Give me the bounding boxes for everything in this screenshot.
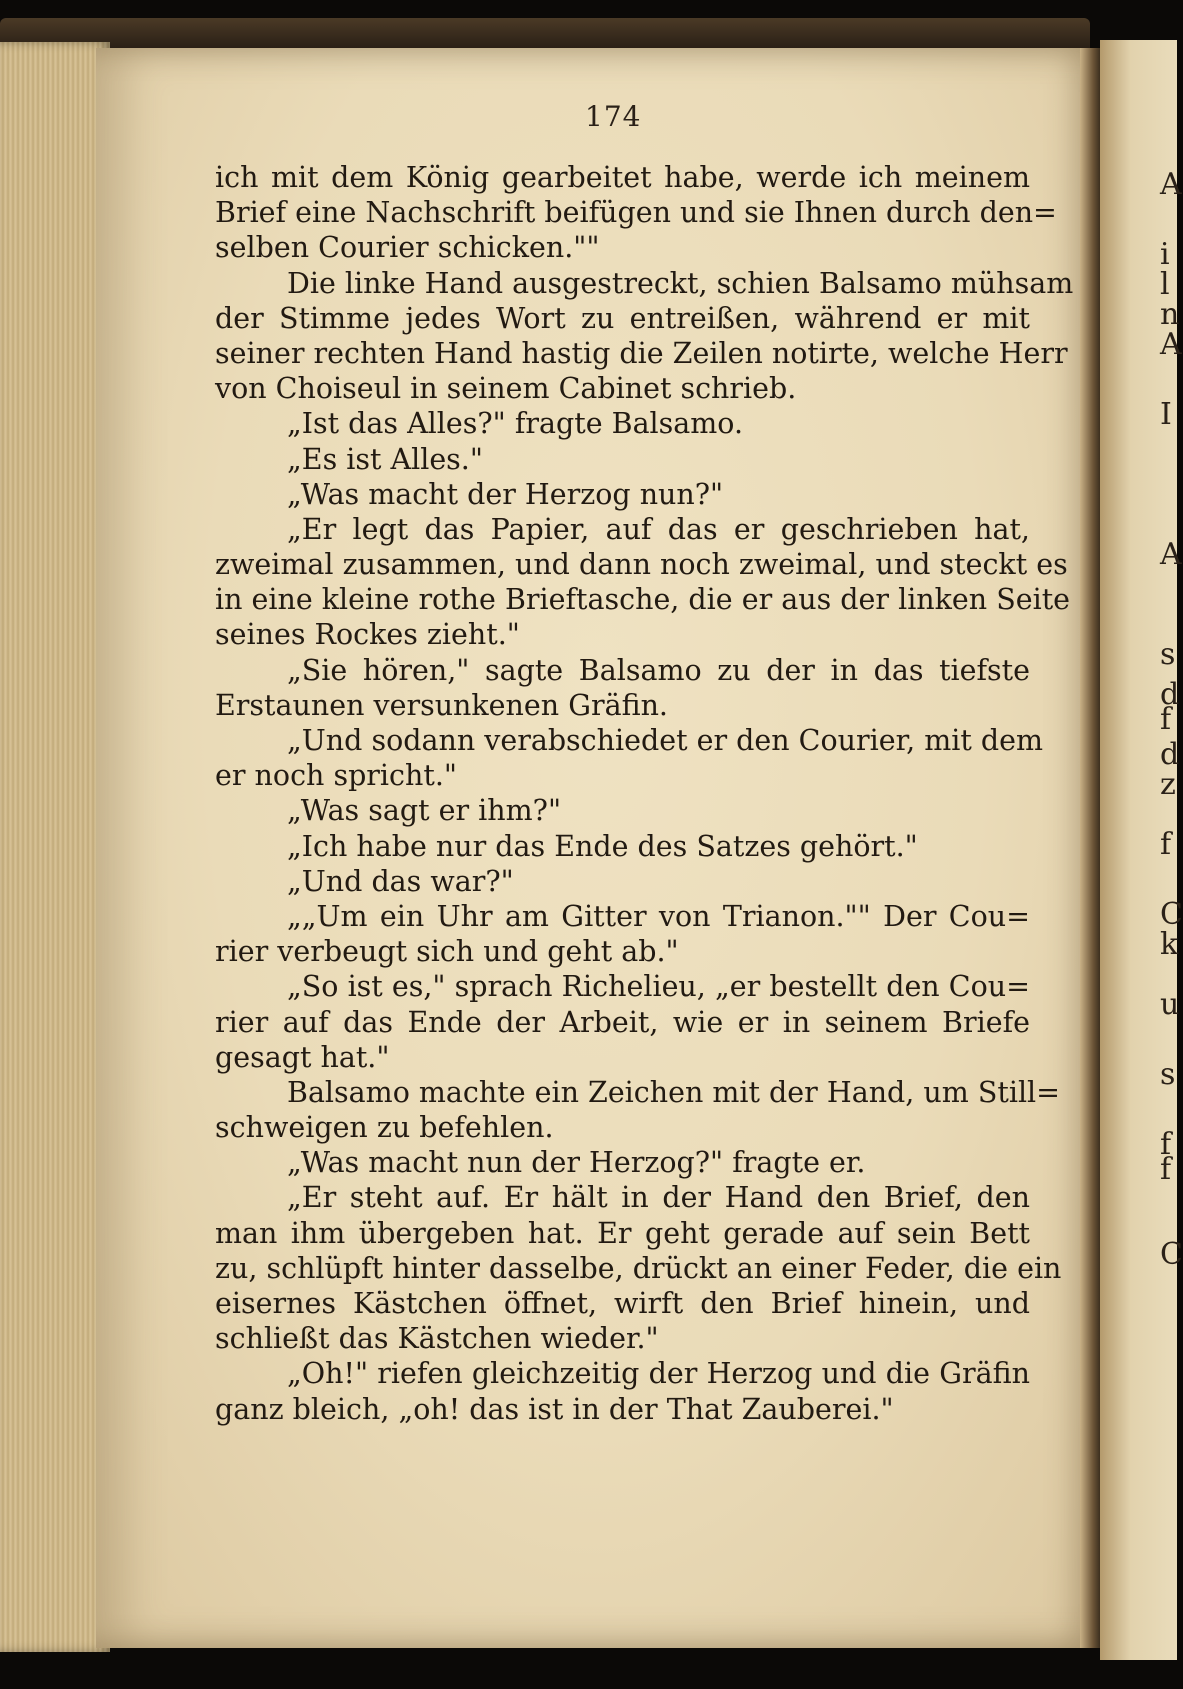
text-line: „Was macht nun der Herzog?" fragte er. xyxy=(287,1146,866,1180)
facing-page-letter: k xyxy=(1160,927,1179,962)
text-line: zu, schlüpft hinter dasselbe, drückt an einer Feder, die ein xyxy=(215,1251,1062,1285)
text-line: schließt das Kästchen wieder." xyxy=(215,1322,659,1356)
text-line: rier verbeugt sich und geht ab." xyxy=(215,935,679,969)
text-line: zweimal zusammen, und dann noch zweimal, und steckt es xyxy=(215,548,1068,582)
text-line: schweigen zu befehlen. xyxy=(215,1111,554,1145)
facing-page-letter: d xyxy=(1160,737,1180,772)
text-line: „Es ist Alles." xyxy=(287,442,483,476)
book-top-edge xyxy=(0,18,1090,48)
page-stack-edge xyxy=(0,42,110,1652)
facing-page-letter: I xyxy=(1160,397,1172,432)
text-line: von Choiseul in seinem Cabinet schrieb. xyxy=(215,372,797,406)
text-line: er noch spricht." xyxy=(215,759,457,793)
text-line: Brief eine Nachschrift beifügen und sie Ihnen durch den= xyxy=(215,196,1057,230)
text-line: in eine kleine rothe Brieftasche, die er aus der linken Seite xyxy=(215,583,1071,617)
facing-page-letter: z xyxy=(1160,767,1176,802)
text-line: „Was macht der Herzog nun?" xyxy=(287,477,724,511)
facing-page-letter: C xyxy=(1160,897,1183,932)
text-line: „Und sodann verabschiedet er den Courier, mit dem xyxy=(287,724,1044,757)
text-line: Erstaunen versunkenen Gräfin. xyxy=(215,688,668,722)
text-line: seines Rockes zieht." xyxy=(215,618,520,652)
text-line: Die linke Hand ausgestreckt, schien Balsamo mühsam xyxy=(287,266,1074,300)
facing-page-letter: s xyxy=(1160,637,1176,672)
text-line: gesagt hat." xyxy=(215,1040,390,1074)
facing-page-letter: A xyxy=(1160,537,1182,572)
text-line: Balsamo machte ein Zeichen mit der Hand, um Still= xyxy=(287,1075,1061,1109)
facing-page-letter: f xyxy=(1160,1127,1172,1162)
text-line: „Oh!" riefen gleichzeitig der Herzog und die Gräfin xyxy=(287,1357,1030,1391)
text-line: rier auf das Ende der Arbeit, wie er in seinem Briefe xyxy=(215,1005,1030,1039)
text-line: eisernes Kästchen öffnet, wirft den Brief hinein, und xyxy=(215,1287,1030,1320)
text-line: „Ist das Alles?" fragte Balsamo. xyxy=(287,407,744,441)
text-line: „Ich habe nur das Ende des Satzes gehört." xyxy=(287,829,918,863)
text-line: „Und das war?" xyxy=(287,864,514,898)
facing-page-letter: f xyxy=(1160,702,1172,737)
text-line: „Er legt das Papier, auf das er geschrieben hat, xyxy=(287,512,1030,546)
text-line: „Sie hören," sagte Balsamo zu der in das tiefste xyxy=(287,653,1030,687)
facing-page-letter: A xyxy=(1160,327,1182,362)
text-line: „Was sagt er ihm?" xyxy=(287,794,562,828)
facing-page-letter: s xyxy=(1160,1057,1176,1092)
text-line: ich mit dem König gearbeitet habe, werde ich meinem xyxy=(215,161,1030,194)
text-line: seiner rechten Hand hastig die Zeilen notirte, welche Herr xyxy=(215,336,1068,370)
text-line: selben Courier schicken."" xyxy=(215,231,600,265)
facing-page-letter: i xyxy=(1160,237,1170,272)
facing-page-letter: f xyxy=(1160,1152,1172,1187)
facing-page-letter: f xyxy=(1160,827,1172,862)
text-line: „„Um ein Uhr am Gitter von Trianon."" Der Cou= xyxy=(287,899,1030,933)
facing-page-letter: C xyxy=(1160,1237,1183,1272)
page-text xyxy=(215,160,1074,1427)
facing-page-letter: l xyxy=(1160,267,1170,302)
facing-page-letter: n xyxy=(1160,297,1180,332)
facing-page-letter: u xyxy=(1160,987,1180,1022)
facing-page-fragments xyxy=(1160,0,1183,1689)
text-line: man ihm übergeben hat. Er geht gerade auf sein Bett xyxy=(215,1216,1030,1250)
page-number: 174 xyxy=(585,100,642,133)
book-gutter xyxy=(1080,48,1102,1648)
text-line: „Er steht auf. Er hält in der Hand den Brief, den xyxy=(287,1181,1030,1215)
text-line: der Stimme jedes Wort zu entreißen, während er mit xyxy=(215,301,1030,335)
facing-page-letter: A xyxy=(1160,167,1182,202)
facing-page-letter: d xyxy=(1160,677,1180,712)
text-line: „So ist es," sprach Richelieu, „er bestellt den Cou= xyxy=(287,970,1030,1004)
text-line: ganz bleich, „oh! das ist in der That Zauberei." xyxy=(215,1392,894,1426)
